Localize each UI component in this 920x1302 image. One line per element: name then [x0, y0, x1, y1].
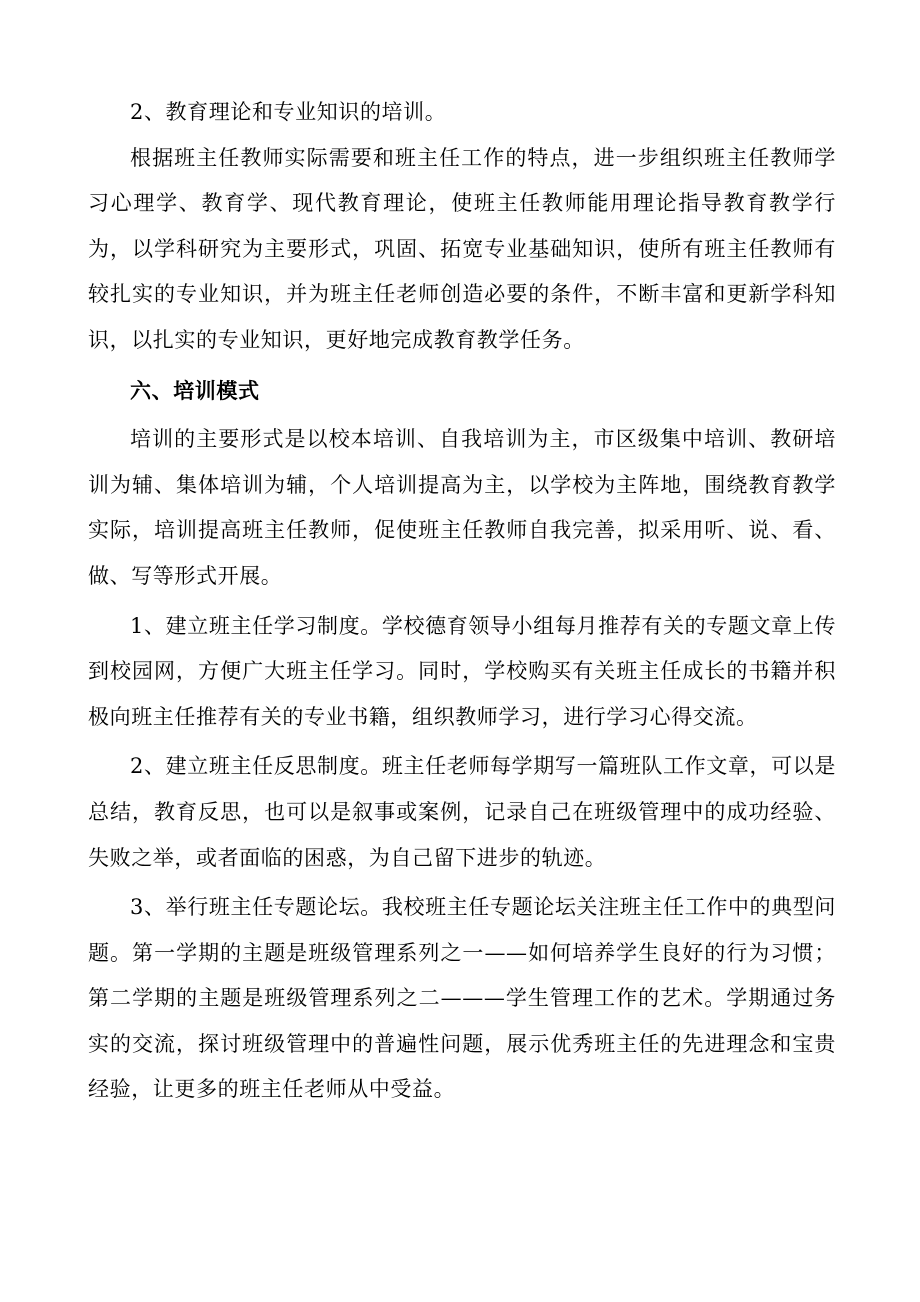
paragraph-section-2-title: 2、教育理论和专业知识的培训。: [130, 100, 447, 124]
paragraph-study-system: 1、建立班主任学习制度。学校德育领导小组每月推荐有关的专题文章上传到校园网，方便广大班主任学习。同时，学校购买有关班主任成长的书籍并积极向班主任推荐有关的专业书籍，组织教师学习，进行学习心得交流。: [88, 613, 836, 729]
paragraph-forum: 3、举行班主任专题论坛。我校班主任专题论坛关注班主任工作中的典型问题。第一学期的主题是班级管理系列之一——如何培养学生良好的行为习惯；第二学期的主题是班级管理系列之二———学生管理工作的艺术。学期通过务实的交流，探讨班级管理中的普遍性问题，展示优秀班主任的先进理念和宝贵经验，让更多的班主任老师从中受益。: [88, 895, 836, 1102]
paragraph-theory-training: 根据班主任教师实际需要和班主任工作的特点，进一步组织班主任教师学习心理学、教育学、现代教育理论，使班主任教师能用理论指导教育教学行为，以学科研究为主要形式，巩固、拓宽专业基础知识，使所有班主任教师有较扎实的专业知识，并为班主任老师创造必要的条件，不断丰富和更新学科知识，以扎实的专业知识，更好地完成教育教学任务。: [88, 145, 836, 352]
section-heading-training-mode: 六、培训模式: [130, 377, 260, 403]
paragraph-reflection-system: 2、建立班主任反思制度。班主任老师每学期写一篇班队工作文章，可以是总结，教育反思，也可以是叙事或案例，记录自己在班级管理中的成功经验、失败之举，或者面临的困惑，为自己留下进步的轨迹。: [88, 754, 836, 870]
document-body: [88, 90, 836, 1113]
paragraph-training-forms: 培训的主要形式是以校本培训、自我培训为主，市区级集中培训、教研培训为辅、集体培训为辅，个人培训提高为主，以学校为主阵地，围绕教育教学实际，培训提高班主任教师，促使班主任教师自我完善，拟采用听、说、看、做、写等形式开展。: [88, 427, 836, 588]
